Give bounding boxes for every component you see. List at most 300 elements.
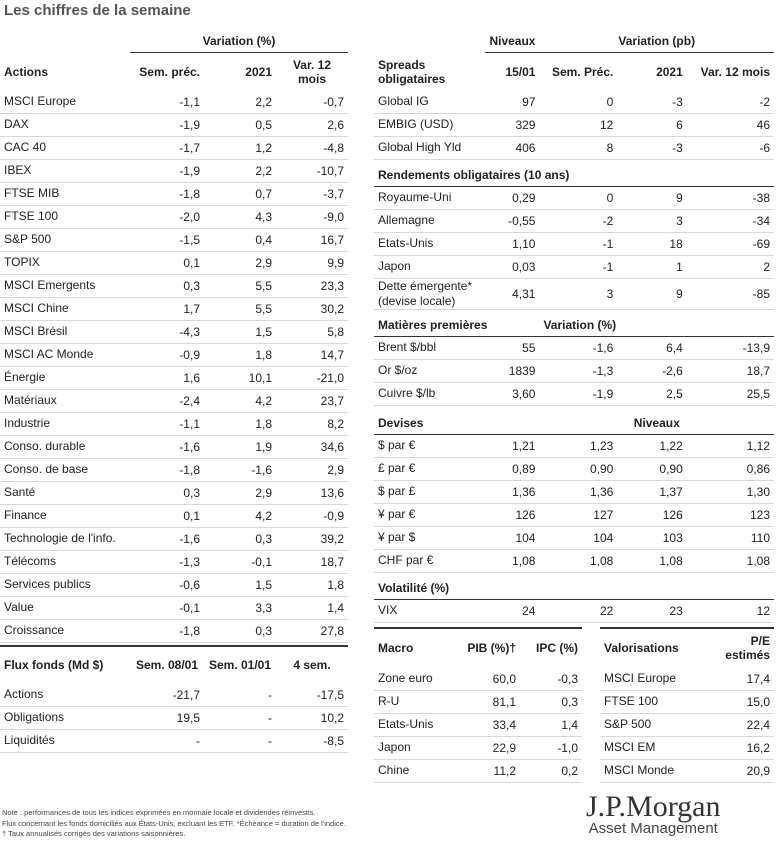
- cell-value: 0,4: [204, 228, 276, 251]
- valo-row: [600, 668, 774, 691]
- matieres-row: [374, 336, 774, 359]
- row-label: Chine: [374, 759, 454, 782]
- spreads-col: Sem. Préc.: [551, 64, 614, 79]
- cell-value: 0,2: [520, 759, 582, 782]
- cell-value: 1: [617, 255, 686, 278]
- devises-section: Devises: [374, 405, 539, 434]
- valorisations-table: [600, 627, 774, 783]
- footnote: Flux concernant les fonds domiciliés aux États-Unis, excluant les ETF. *Échéance = duration de l'indice.: [2, 818, 346, 828]
- cell-value: 104: [485, 526, 539, 549]
- cell-value: 0: [539, 186, 617, 209]
- cell-value: -: [204, 684, 276, 707]
- row-label: Dette émergente* (devise locale): [374, 278, 485, 309]
- cell-value: -4,3: [130, 320, 204, 343]
- cell-value: 2,9: [276, 458, 348, 481]
- flux-row: [0, 706, 348, 729]
- cell-value: 1,36: [485, 480, 539, 503]
- cell-value: -1,1: [130, 412, 204, 435]
- cell-value: 23,3: [276, 274, 348, 297]
- cell-value: 0,3: [520, 690, 582, 713]
- actions-row: [0, 113, 348, 136]
- volatilite-section: Volatilité (%): [374, 572, 774, 599]
- row-label: MSCI Brésil: [0, 320, 130, 343]
- cell-value: 9,9: [276, 251, 348, 274]
- row-label: $ par £: [374, 480, 485, 503]
- rendements-row: [374, 255, 774, 278]
- devises-row: [374, 480, 774, 503]
- cell-value: 1,8: [276, 573, 348, 596]
- cell-value: -1,8: [130, 182, 204, 205]
- cell-value: 1,4: [520, 713, 582, 736]
- actions-row: [0, 596, 348, 619]
- actions-row: [0, 412, 348, 435]
- cell-value: 2: [687, 255, 774, 278]
- row-label: S&P 500: [0, 228, 130, 251]
- row-label: ¥ par $: [374, 526, 485, 549]
- row-label: R-U: [374, 690, 454, 713]
- cell-value: 16,2: [700, 736, 774, 759]
- cell-value: 0,86: [687, 457, 774, 480]
- cell-value: -1,8: [130, 619, 204, 642]
- actions-col-label: Actions: [4, 64, 49, 79]
- logo-name: J.P.Morgan: [586, 790, 721, 823]
- row-label: Industrie: [0, 412, 130, 435]
- cell-value: -6: [687, 136, 774, 159]
- rendements-row: [374, 209, 774, 232]
- cell-value: 14,7: [276, 343, 348, 366]
- macro-row: [374, 713, 582, 736]
- cell-value: 0,3: [130, 481, 204, 504]
- actions-group-header: Variation (%): [130, 30, 348, 53]
- cell-value: 5,8: [276, 320, 348, 343]
- cell-value: -2: [539, 209, 617, 232]
- row-label: Value: [0, 596, 130, 619]
- row-label: MSCI Emergents: [0, 274, 130, 297]
- cell-value: -1,1: [130, 91, 204, 114]
- actions-row: [0, 205, 348, 228]
- row-label: Global IG: [374, 91, 485, 114]
- spreads-col: 2021: [656, 64, 683, 79]
- actions-row: [0, 136, 348, 159]
- cell-value: -17,5: [276, 684, 348, 707]
- cell-value: -1,8: [130, 458, 204, 481]
- flux-col: 4 sem.: [276, 646, 348, 684]
- cell-value: -1,0: [520, 736, 582, 759]
- valo-row: [600, 736, 774, 759]
- row-label: CAC 40: [0, 136, 130, 159]
- cell-value: 0,1: [130, 251, 204, 274]
- cell-value: 55: [485, 336, 539, 359]
- cell-value: 6,4: [617, 336, 686, 359]
- flux-row: [0, 684, 348, 707]
- row-label: S&P 500: [600, 713, 700, 736]
- cell-value: -0,55: [485, 209, 539, 232]
- flux-col: Sem. 08/01: [130, 646, 204, 684]
- row-label: Global High Yld: [374, 136, 485, 159]
- cell-value: 39,2: [276, 527, 348, 550]
- actions-row: [0, 251, 348, 274]
- cell-value: -1,5: [130, 228, 204, 251]
- actions-row: [0, 435, 348, 458]
- cell-value: -8,5: [276, 729, 348, 752]
- cell-value: 0,5: [204, 113, 276, 136]
- cell-value: -2: [687, 91, 774, 114]
- cell-value: -2,4: [130, 389, 204, 412]
- cell-value: 4,2: [204, 504, 276, 527]
- cell-value: 25,5: [687, 382, 774, 405]
- row-label: Technologie de l'info.: [0, 527, 130, 550]
- jpmorgan-logo: [586, 790, 720, 837]
- cell-value: -0,1: [130, 596, 204, 619]
- cell-value: 6: [617, 113, 686, 136]
- cell-value: 11,2: [454, 759, 520, 782]
- macro-row: [374, 668, 582, 691]
- cell-value: 18,7: [687, 359, 774, 382]
- cell-value: 2,5: [617, 382, 686, 405]
- macro-table: [374, 627, 582, 783]
- cell-value: -13,9: [687, 336, 774, 359]
- cell-value: 1,9: [204, 435, 276, 458]
- row-label: TOPIX: [0, 251, 130, 274]
- actions-row: [0, 320, 348, 343]
- flux-table: [0, 645, 348, 753]
- row-label: MSCI EM: [600, 736, 700, 759]
- spreads-row: [374, 136, 774, 159]
- spreads-col: 15/01: [505, 64, 536, 79]
- cell-value: 1,08: [687, 549, 774, 572]
- matieres-group: Variation (%): [539, 309, 774, 336]
- spreads-group-niveaux: Niveaux: [485, 30, 539, 53]
- cell-value: 18,7: [276, 550, 348, 573]
- macro-col: PIB (%)†: [454, 628, 520, 668]
- cell-value: 0,03: [485, 255, 539, 278]
- actions-row: [0, 297, 348, 320]
- cell-value: 60,0: [454, 668, 520, 691]
- cell-value: 1,08: [485, 549, 539, 572]
- row-label: Actions: [0, 684, 130, 707]
- footnote: Note : performances de tous les indices exprimées en monnaie locale et dividendes réinvestis.: [2, 808, 316, 817]
- cell-value: 17,4: [700, 668, 774, 691]
- cell-value: 8,2: [276, 412, 348, 435]
- row-label: Conso. de base: [0, 458, 130, 481]
- devises-row: [374, 503, 774, 526]
- cell-value: -1: [539, 232, 617, 255]
- devises-row: [374, 526, 774, 549]
- row-label: CHF par €: [374, 549, 485, 572]
- row-label: Croissance: [0, 619, 130, 642]
- cell-value: 46: [687, 113, 774, 136]
- actions-row: [0, 619, 348, 642]
- cell-value: 0,90: [539, 457, 617, 480]
- actions-row: [0, 182, 348, 205]
- row-label: Matériaux: [0, 389, 130, 412]
- row-label: Brent $/bbl: [374, 336, 485, 359]
- spreads-col-label: Spreads obligataires: [378, 57, 446, 86]
- cell-value: 20,9: [700, 759, 774, 782]
- footnote: † Taux annualisés corrigés des variations saisonnières.: [2, 829, 186, 838]
- cell-value: -34: [687, 209, 774, 232]
- devises-row: [374, 434, 774, 457]
- cell-value: -1,6: [204, 458, 276, 481]
- row-label: Etats-Unis: [374, 232, 485, 255]
- cell-value: 329: [485, 113, 539, 136]
- cell-value: 1,2: [204, 136, 276, 159]
- cell-value: 126: [617, 503, 686, 526]
- valo-col: P/E estimés: [700, 628, 774, 668]
- row-label: EMBIG (USD): [374, 113, 485, 136]
- actions-row: [0, 458, 348, 481]
- cell-value: 27,8: [276, 619, 348, 642]
- flux-col: Sem. 01/01: [204, 646, 276, 684]
- matieres-section: Matières premières: [374, 309, 539, 336]
- cell-value: 34,6: [276, 435, 348, 458]
- cell-value: -3: [617, 136, 686, 159]
- row-label: FTSE 100: [600, 690, 700, 713]
- macro-row: [374, 759, 582, 782]
- cell-value: 2,9: [204, 251, 276, 274]
- row-label: MSCI Europe: [0, 91, 130, 114]
- row-label: MSCI AC Monde: [0, 343, 130, 366]
- cell-value: 0,1: [130, 504, 204, 527]
- cell-value: 0,3: [204, 527, 276, 550]
- cell-value: -21,0: [276, 366, 348, 389]
- row-label: £ par €: [374, 457, 485, 480]
- actions-row: [0, 527, 348, 550]
- cell-value: 1,22: [617, 434, 686, 457]
- right-panel: [374, 30, 774, 783]
- cell-value: 24: [485, 599, 539, 622]
- row-label: Santé: [0, 481, 130, 504]
- cell-value: 2,6: [276, 113, 348, 136]
- spreads-row: [374, 113, 774, 136]
- actions-row: [0, 504, 348, 527]
- spreads-table: [374, 30, 774, 623]
- rendements-row: [374, 278, 774, 309]
- cell-value: 4,3: [204, 205, 276, 228]
- row-label: Conso. durable: [0, 435, 130, 458]
- actions-row: [0, 550, 348, 573]
- cell-value: 22: [539, 599, 617, 622]
- cell-value: -1,3: [539, 359, 617, 382]
- cell-value: -: [130, 729, 204, 752]
- row-label: Etats-Unis: [374, 713, 454, 736]
- rendements-section: Rendements obligataires (10 ans): [374, 159, 774, 186]
- cell-value: -9,0: [276, 205, 348, 228]
- row-label: Or $/oz: [374, 359, 485, 382]
- cell-value: -: [204, 706, 276, 729]
- devises-row: [374, 457, 774, 480]
- cell-value: -2,0: [130, 205, 204, 228]
- cell-value: 33,4: [454, 713, 520, 736]
- actions-row: [0, 481, 348, 504]
- cell-value: 1,5: [204, 573, 276, 596]
- valo-row: [600, 713, 774, 736]
- cell-value: -1,9: [130, 159, 204, 182]
- row-label: MSCI Europe: [600, 668, 700, 691]
- row-label: FTSE MIB: [0, 182, 130, 205]
- cell-value: 1,23: [539, 434, 617, 457]
- cell-value: 123: [687, 503, 774, 526]
- macro-col: Macro: [374, 628, 454, 668]
- cell-value: 2,2: [204, 159, 276, 182]
- row-label: Services publics: [0, 573, 130, 596]
- row-label: Zone euro: [374, 668, 454, 691]
- macro-col: IPC (%): [520, 628, 582, 668]
- row-label: Énergie: [0, 366, 130, 389]
- cell-value: 4,31: [485, 278, 539, 309]
- cell-value: -1,9: [130, 113, 204, 136]
- rendements-row: [374, 232, 774, 255]
- rendements-row: [374, 186, 774, 209]
- valo-col: Valorisations: [600, 628, 700, 668]
- cell-value: 1,5: [204, 320, 276, 343]
- cell-value: -1,6: [539, 336, 617, 359]
- cell-value: -3: [617, 91, 686, 114]
- row-label: Royaume-Uni: [374, 186, 485, 209]
- cell-value: 0,90: [617, 457, 686, 480]
- cell-value: -10,7: [276, 159, 348, 182]
- spreads-group-variation: Variation (pb): [539, 30, 774, 53]
- cell-value: 1,8: [204, 343, 276, 366]
- cell-value: 0,7: [204, 182, 276, 205]
- cell-value: 2,2: [204, 91, 276, 114]
- cell-value: -85: [687, 278, 774, 309]
- cell-value: -38: [687, 186, 774, 209]
- cell-value: 23: [617, 599, 686, 622]
- actions-row: [0, 91, 348, 114]
- cell-value: 3,60: [485, 382, 539, 405]
- cell-value: 30,2: [276, 297, 348, 320]
- actions-row: [0, 228, 348, 251]
- cell-value: 1,36: [539, 480, 617, 503]
- cell-value: 126: [485, 503, 539, 526]
- cell-value: 15,0: [700, 690, 774, 713]
- cell-value: 9: [617, 278, 686, 309]
- devises-group: Niveaux: [539, 405, 774, 434]
- page-title: Les chiffres de la semaine: [4, 2, 191, 19]
- cell-value: 5,5: [204, 274, 276, 297]
- row-label: FTSE 100: [0, 205, 130, 228]
- devises-row: [374, 549, 774, 572]
- matieres-row: [374, 382, 774, 405]
- cell-value: 1,8: [204, 412, 276, 435]
- valo-row: [600, 759, 774, 782]
- macro-row: [374, 690, 582, 713]
- cell-value: -1,3: [130, 550, 204, 573]
- cell-value: -0,3: [520, 668, 582, 691]
- row-label: Japon: [374, 255, 485, 278]
- spreads-row: [374, 91, 774, 114]
- row-label: Japon: [374, 736, 454, 759]
- cell-value: 1,30: [687, 480, 774, 503]
- row-label: DAX: [0, 113, 130, 136]
- cell-value: 1,6: [130, 366, 204, 389]
- cell-value: 3,3: [204, 596, 276, 619]
- cell-value: -0,9: [276, 504, 348, 527]
- row-label: Liquidités: [0, 729, 130, 752]
- cell-value: 127: [539, 503, 617, 526]
- cell-value: -69: [687, 232, 774, 255]
- actions-row: [0, 159, 348, 182]
- row-label: Allemagne: [374, 209, 485, 232]
- cell-value: 12: [687, 599, 774, 622]
- cell-value: 23,7: [276, 389, 348, 412]
- cell-value: 13,6: [276, 481, 348, 504]
- cell-value: 0,3: [130, 274, 204, 297]
- cell-value: 5,5: [204, 297, 276, 320]
- cell-value: -1,6: [130, 527, 204, 550]
- cell-value: 103: [617, 526, 686, 549]
- cell-value: 18: [617, 232, 686, 255]
- cell-value: -0,1: [204, 550, 276, 573]
- cell-value: 16,7: [276, 228, 348, 251]
- cell-value: 0,3: [204, 619, 276, 642]
- valo-row: [600, 690, 774, 713]
- cell-value: -1,6: [130, 435, 204, 458]
- cell-value: 19,5: [130, 706, 204, 729]
- actions-table: [0, 30, 348, 643]
- cell-value: 10,2: [276, 706, 348, 729]
- cell-value: -1,9: [539, 382, 617, 405]
- actions-row: [0, 274, 348, 297]
- cell-value: 10,1: [204, 366, 276, 389]
- actions-row: [0, 343, 348, 366]
- actions-row: [0, 366, 348, 389]
- row-label: Cuivre $/lb: [374, 382, 485, 405]
- volatilite-row: [374, 599, 774, 622]
- cell-value: 110: [687, 526, 774, 549]
- cell-value: -0,9: [130, 343, 204, 366]
- cell-value: 1839: [485, 359, 539, 382]
- row-label: $ par €: [374, 434, 485, 457]
- cell-value: 3: [617, 209, 686, 232]
- cell-value: -3,7: [276, 182, 348, 205]
- row-label: Finance: [0, 504, 130, 527]
- row-label: Obligations: [0, 706, 130, 729]
- cell-value: 1,08: [539, 549, 617, 572]
- actions-col: Var. 12 mois: [292, 57, 332, 86]
- row-label: MSCI Chine: [0, 297, 130, 320]
- cell-value: 1,08: [617, 549, 686, 572]
- row-label: IBEX: [0, 159, 130, 182]
- cell-value: 2,9: [204, 481, 276, 504]
- cell-value: 0: [539, 91, 617, 114]
- row-label: Télécoms: [0, 550, 130, 573]
- cell-value: -1,7: [130, 136, 204, 159]
- matieres-row: [374, 359, 774, 382]
- spreads-col: Var. 12 mois: [700, 64, 770, 79]
- row-label: ¥ par €: [374, 503, 485, 526]
- cell-value: -0,6: [130, 573, 204, 596]
- cell-value: 104: [539, 526, 617, 549]
- row-label: VIX: [374, 599, 485, 622]
- cell-value: 0,29: [485, 186, 539, 209]
- cell-value: -21,7: [130, 684, 204, 707]
- cell-value: 1,10: [485, 232, 539, 255]
- cell-value: 9: [617, 186, 686, 209]
- cell-value: -1: [539, 255, 617, 278]
- cell-value: 22,4: [700, 713, 774, 736]
- cell-value: -: [204, 729, 276, 752]
- cell-value: 0,89: [485, 457, 539, 480]
- row-label: MSCI Monde: [600, 759, 700, 782]
- cell-value: -0,7: [276, 91, 348, 114]
- macro-row: [374, 736, 582, 759]
- cell-value: -4,8: [276, 136, 348, 159]
- cell-value: 97: [485, 91, 539, 114]
- cell-value: 12: [539, 113, 617, 136]
- cell-value: 22,9: [454, 736, 520, 759]
